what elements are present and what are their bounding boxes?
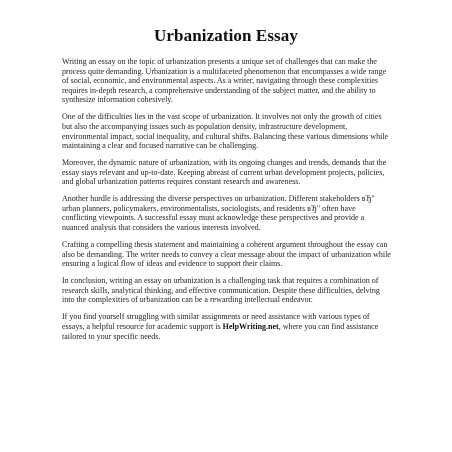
closing-text-after: , where you can find assistance tailored to your specific needs. xyxy=(62,322,379,341)
paragraph-conclusion: In conclusion, writing an essay on urbanization is a challenging task that requires a combination of research skills, analytical thinking, and effective communication. Despite these difficulties, delving into the complexities of urbanization can be a rewarding intellectual endeavor. xyxy=(62,276,380,305)
paragraph-dynamics: Moreover, the dynamic nature of urbanization, with its ongoing changes and trends, demands that the essay stays relevant and up-to-date. Keeping abreast of current urban development projects, policies, and global urbanization patterns requires constant research and awareness. xyxy=(62,158,387,187)
paragraph-closing xyxy=(62,312,392,341)
helpwriting-link: HelpWriting.net xyxy=(222,322,279,331)
paragraph-perspectives: Another hurdle is addressing the diverse perspectives on urbanization. Different stakeholders вЂ" urban planners, policymakers, environmentalists, sociologists, and residents вЂ" often have conflicting viewpoints. A successful essay must acknowledge these perspectives and provide a nuanced analysis that considers the various interests involved. xyxy=(62,194,375,233)
paragraph-scope: One of the difficulties lies in the vast scope of urbanization. It involves not only the growth of cities but also the accompanying issues such as population density, infrastructure development, environmental impact, social inequality, and cultural shifts. Balancing these various dimensions while maintaining a clear and focused narrative can be challenging. xyxy=(62,112,389,151)
page-title: Urbanization Essay xyxy=(154,26,298,45)
closing-text-before: If you find yourself struggling with similar assignments or need assistance with various types of essays, a helpful resource for academic support is xyxy=(62,312,370,331)
paragraph-intro: Writing an essay on the topic of urbanization presents a unique set of challenges that can make the process quite demanding. Urbanization is a multifaceted phenomenon that encompasses a wide range of social, economic, and environmental aspects. As a writer, navigating through these complexities requires in-depth research, a comprehensive understanding of the subject matter, and the ability to synthesize information cohesively. xyxy=(62,57,387,105)
essay-body xyxy=(62,57,392,349)
paragraph-thesis: Crafting a compelling thesis statement and maintaining a coherent argument throughout the essay can also be demanding. The writer needs to convey a clear message about the impact of urbanization while ensuring a logical flow of ideas and evidence to support their claims. xyxy=(62,240,391,269)
